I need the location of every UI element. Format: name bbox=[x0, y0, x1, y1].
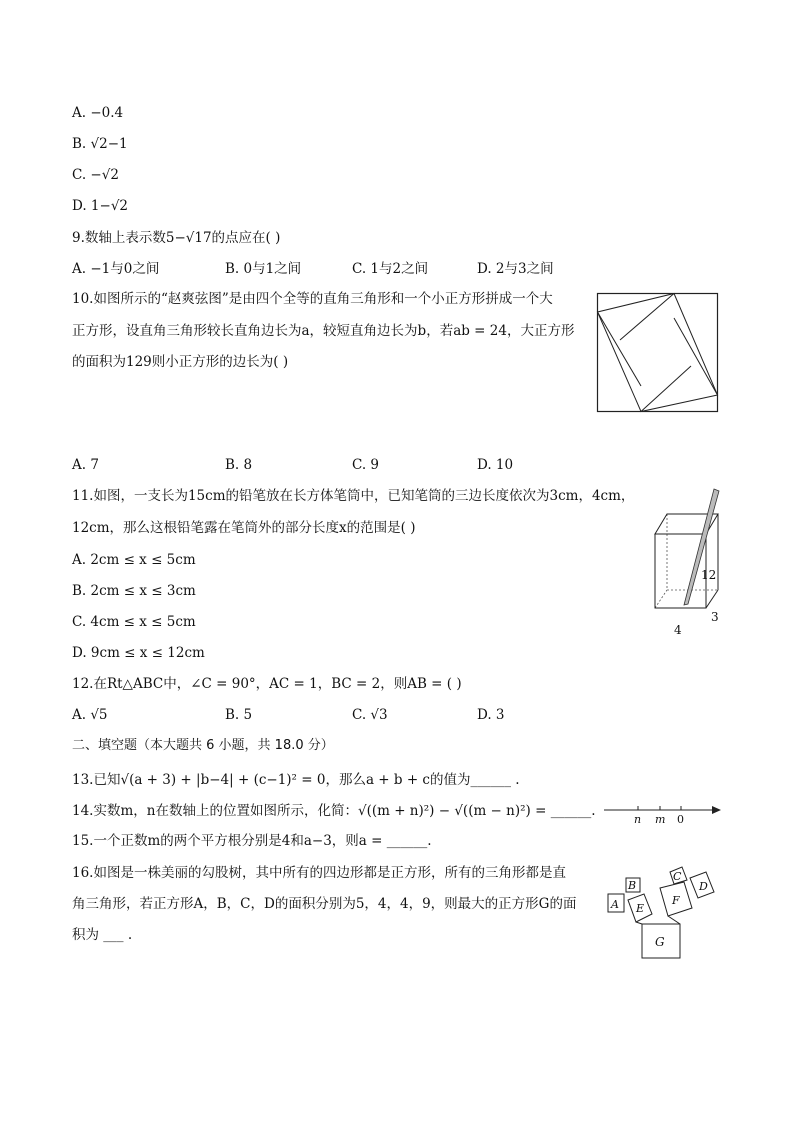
q16-line-3: 积为 ___ . bbox=[72, 927, 133, 943]
q10-option-b: B. 8 bbox=[225, 457, 253, 473]
q11-line-1: 11.如图，一支长为15cm的铅笔放在长方体笔筒中，已知笔筒的三边长度依次为3cm，4cm， bbox=[72, 488, 635, 504]
q10-line-3: 的面积为129则小正方形的边长为( ) bbox=[72, 354, 289, 370]
number-line-figure bbox=[604, 800, 722, 824]
square-b-label: B bbox=[628, 879, 637, 892]
q11-option-c: C. 4cm ≤ x ≤ 5cm bbox=[72, 614, 196, 630]
square-g-label: G bbox=[655, 935, 665, 949]
q16-line-1: 16.如图是一株美丽的勾股树，其中所有的四边形都是正方形，所有的三角形都是直 bbox=[72, 865, 566, 881]
square-e-label: E bbox=[636, 902, 645, 915]
square-a-label: A bbox=[611, 898, 619, 911]
square-d-label: D bbox=[699, 880, 708, 893]
q16-line-2: 角三角形，若正方形A，B，C，D的面积分别为5，4，4，9，则最大的正方形G的面 bbox=[72, 896, 577, 912]
axis-label-n: n bbox=[634, 813, 642, 824]
q11-option-b: B. 2cm ≤ x ≤ 3cm bbox=[72, 583, 196, 599]
q8-option-c: C. −√2 bbox=[72, 167, 119, 183]
q12-option-c: C. √3 bbox=[352, 707, 388, 723]
q9-option-d: D. 2与3之间 bbox=[477, 261, 554, 277]
section-title: 二、填空题（本大题共 6 小题，共 18.0 分） bbox=[72, 738, 334, 753]
q12-stem: 12.在Rt△ABC中，∠C = 90°，AC = 1，BC = 2，则AB = ( ) bbox=[72, 676, 462, 692]
q14-stem: 14.实数m，n在数轴上的位置如图所示，化简：√((m + n)²) − √((m − n)²) = ______. bbox=[72, 803, 596, 819]
square-c-label: C bbox=[673, 870, 682, 883]
q9-stem: 9.数轴上表示数5−√17的点应在( ) bbox=[72, 230, 281, 246]
box-width-label: 3 bbox=[711, 610, 719, 624]
axis-label-zero: 0 bbox=[677, 813, 684, 824]
q9-option-b: B. 0与1之间 bbox=[225, 261, 302, 277]
q13-stem: 13.已知√(a + 3) + |b−4| + (c−1)² = 0，那么a + b + c的值为______ . bbox=[72, 772, 520, 788]
q10-line-1: 10.如图所示的“赵爽弦图”是由四个全等的直角三角形和一个小正方形拼成一个大 bbox=[72, 291, 553, 307]
pythagoras-tree-figure bbox=[604, 864, 728, 960]
q15-stem: 15.一个正数m的两个平方根分别是4和a−3，则a = ______. bbox=[72, 833, 432, 849]
q9-option-c: C. 1与2之间 bbox=[352, 261, 429, 277]
q12-option-d: D. 3 bbox=[477, 707, 505, 723]
box-length-label: 4 bbox=[674, 623, 682, 637]
square-f-label: F bbox=[672, 894, 680, 907]
q10-line-2: 正方形，设直角三角形较长直角边长为a，较短直角边长为b，若ab = 24，大正方形 bbox=[72, 323, 575, 339]
q9-option-a: A. −1与0之间 bbox=[72, 261, 160, 277]
q10-option-c: C. 9 bbox=[352, 457, 380, 473]
q10-option-a: A. 7 bbox=[72, 457, 99, 473]
q12-option-b: B. 5 bbox=[225, 707, 253, 723]
q8-option-a: A. −0.4 bbox=[72, 105, 124, 121]
q10-option-d: D. 10 bbox=[477, 457, 514, 473]
q8-option-b: B. √2−1 bbox=[72, 136, 128, 152]
zhao-shuang-figure bbox=[596, 292, 720, 414]
q11-option-a: A. 2cm ≤ x ≤ 5cm bbox=[72, 552, 196, 568]
q11-line-2: 12cm，那么这根铅笔露在笔筒外的部分长度x的范围是( ) bbox=[72, 520, 416, 536]
pencil-box-figure bbox=[648, 486, 724, 638]
q12-option-a: A. √5 bbox=[72, 707, 108, 723]
axis-label-m: m bbox=[655, 813, 666, 824]
q8-option-d: D. 1−√2 bbox=[72, 198, 129, 214]
box-height-label: 12 bbox=[701, 568, 717, 582]
q11-option-d: D. 9cm ≤ x ≤ 12cm bbox=[72, 645, 205, 661]
